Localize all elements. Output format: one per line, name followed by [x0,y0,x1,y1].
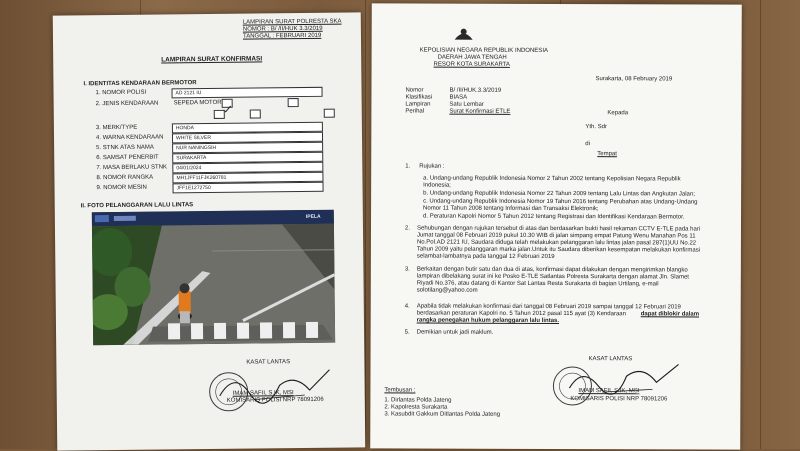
addressee-tempat: Tempat [597,151,617,158]
paragraph-line: Riyadi No.376, atau datang di Kantor Sat Lantas Resta Surakarta di bagian Urtilang, e-mail [416,280,659,288]
field-value: NUR NANINGSIH [172,142,323,154]
section-vehicle-identity: I. IDENTITAS KENDARAAN BERMOTOR [83,80,197,88]
street-scene-image [92,210,335,346]
empty-checkbox [214,110,225,119]
field-label: 8. NOMOR RANGKA [96,174,154,182]
carbon-copy-title: Tembusan : [384,387,416,394]
signer-rank: KOMISARIS POLISI NRP 78091206 [570,396,668,403]
paragraph-line: Jumat tanggal 08 Februari 2019 pukul 10.30 WIB di jalan simpang empat Patung Wenu Manahan Pos 11 [416,232,696,240]
reference-line: a. Undang-undang Republik Indonesia Nomor 2 Tahun 2002 tentang Kepolisian Negara Republik [423,175,681,183]
paragraph-line: lampiran dibelakang surat ini ke Posko E-TLE Satlantas Polresta Surakarta dengan alamat Jln. Slamet [416,273,689,281]
carbon-copy-item: 3. Kasubdit Gakkum Ditlantas Polda Jateng [384,411,501,418]
letter-date: Surakarta, 08 February 2019 [595,76,673,83]
addressee-yth: Yth. Sdr [585,124,608,131]
meta-value: Surat Konfirmasi ETLE [449,108,511,115]
section-violation-photo: II. FOTO PELANGGARAN LALU LINTAS [80,202,194,210]
police-emblem-icon [453,26,475,42]
page-title: LAMPIRAN SURAT KONFIRMASI [161,55,263,64]
carbon-copy-item: 1. Dirlantas Polda Jateng [384,397,452,404]
paragraph-line: Berkaitan dengan butir satu dan dua di atas, konfirmasi dapat dilakukan dengan mengirimkan blangko [416,266,688,274]
agency-name: KEPOLISIAN NEGARA REPUBLIK INDONESIA [419,47,548,54]
agency-unit: RESOR KOTA SURAKARTA [433,61,510,68]
agency-region: DAERAH JAWA TENGAH [437,54,507,61]
field-label: 9. NOMOR MESIN [96,184,147,192]
field-value: 04/01/2024 [172,162,323,174]
reference-line: Nomor 11 Tahun 2008 tentang Informasi dan Transaksi Elektronik; [423,205,599,213]
empty-checkbox [324,109,335,118]
reference-line: d. Peraturan Kapolri Nomor 5 Tahun 2012 tentang Registrasi dan Identifikasi Kendaraan Bermotor. [423,213,685,221]
blocking-warning: dapat diblokir dalam [640,311,700,318]
field-label: 2. JENIS KENDARAAN [95,100,159,108]
field-value: WHITE SILVER [172,132,323,144]
item-number: 5. [404,329,410,336]
field-label: 4. WARNA KENDARAAN [95,134,164,142]
meta-value: Satu Lembar [449,101,484,108]
signature-role: KASAT LANTAS [246,359,291,366]
carbon-copy-item: 2. Kapolresta Surakarta [384,404,448,411]
plank-seam [365,0,366,449]
signer-name: IMAM SAFII, S.IK, MSI [578,388,640,395]
paragraph-line: Sehubungan dengan rujukan tersebut di atas dan berdasarkan bukti hasil rekaman CCTV E-TLE pada hari [416,225,701,233]
field-label: 7. MASA BERLAKU STNK [96,164,168,172]
meta-value: B/ /II/HUK.3.3/2019 [449,87,502,94]
addressee-kepada: Kepada [607,110,629,117]
etle-confirmation-letter [370,3,742,449]
signer-name: IMAM SAFII, S.IK, MSI [232,390,294,397]
field-label: 1. NOMOR POLISI [95,89,147,97]
meta-key: Lampiran [405,101,431,108]
reference-line: b. Undang-undang Republik Indonesia Nomor 22 Tahun 2009 tentang Lalu Lintas dan Angkutan Jalan; [423,190,695,198]
field-value: JFF1E1272750 [172,182,323,194]
references-title: Rujukan : [419,163,445,170]
paragraph-line: berdasarkan peraturan Kapolri no. 5 Tahun 2012 pasal 115 ayat (3) Kendaraan [416,310,626,318]
field-value: HONDA [172,122,323,134]
field-value: AD 2121 IU [171,87,322,99]
item-number: 4. [404,303,410,310]
empty-checkbox [288,98,299,107]
paragraph-line: Apabila tidak melakukan konfirmasi dari tanggal 08 Februari 2019 sampai tanggal 12 Februari 2019 [416,303,681,311]
addressee-di: di [585,141,590,148]
law-enforcement-clause: rangka penegakan hukum pelanggaran lalu lintas. [416,317,560,325]
confirmation-attachment-sheet [53,12,366,450]
plank-seam [760,0,761,449]
paragraph-line: Tahun 2009 yaitu pelanggaran marka jalan.Untuk itu Saudara diberikan kesempatan melakukan konfirmasi [416,246,701,254]
motorcycle-checkbox [222,99,233,108]
item-number: 1. [405,163,411,170]
paragraph-line: selambat-lambatnya pada tanggal 12 Februari 2019 [416,253,555,260]
paragraph-line: No.Pol.AD 2121 IU, Saudara diduga telah melakukan pelanggaran lalu lintas jalan pasal 287(1)UU No.22 [416,239,697,247]
header-line-3: TANGGAL : FEBRUARI 2019 [242,32,322,40]
field-label: 6. SAMSAT PENERBIT [96,154,159,162]
empty-checkbox [250,109,261,118]
reference-line: c. Undang-undang Republik Indonesia Nomor 19 Tahun 2016 tentang Perubahan atas Undang-Undang [423,198,698,206]
header-line-1: LAMPIRAN SURAT POLRESTA SKA [242,18,342,26]
closing-line: Demikian untuk jadi maklum. [416,329,494,336]
item-number: 3. [404,266,410,273]
vehicle-type-option: SEPEDA MOTOR [173,99,222,107]
meta-value: BIASA [449,94,468,101]
meta-key: Klasifikasi [405,94,433,101]
field-label: 3. MERK/TYPE [95,124,138,132]
field-value: MH1JFF11FJK260781 [172,172,323,184]
paragraph-line: solotilang@yahoo.com [416,287,478,294]
field-value: SURAKARTA [172,152,323,164]
reference-line: Indonesia; [423,182,451,189]
camera-brand-label: IPELA [305,213,321,220]
signature-role: KASAT LANTAS [588,356,633,363]
item-number: 2. [404,225,411,232]
meta-key: Nomor [405,87,424,94]
signer-rank: KOMISARIS POLISI NRP 78091206 [226,396,324,404]
field-label: 5. STNK ATAS NAMA [96,144,154,152]
header-line-2: NOMOR : B/ /II/HUK 3.3/2019 [242,25,323,33]
meta-key: Perihal [405,108,425,115]
cctv-violation-photo [92,210,335,346]
